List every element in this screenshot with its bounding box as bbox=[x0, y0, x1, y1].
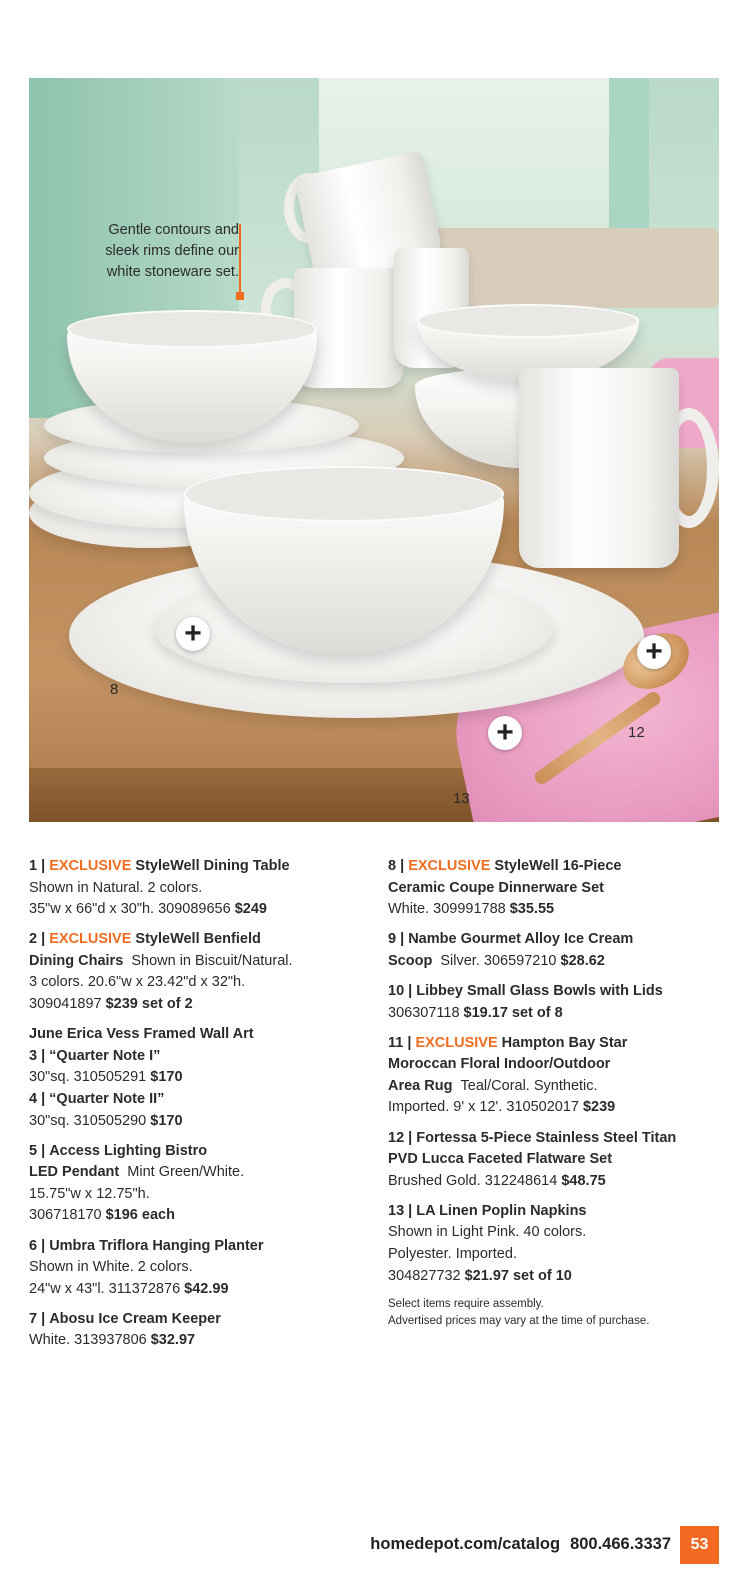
product-price: $249 bbox=[234, 901, 267, 918]
product-item-1 bbox=[29, 856, 369, 921]
product-price: $239 bbox=[582, 1099, 616, 1116]
item-number: 13 | bbox=[388, 1202, 413, 1219]
product-desc: Brushed Gold. bbox=[388, 1172, 481, 1189]
catalog-url-link[interactable]: homedepot.com/catalog bbox=[370, 1535, 561, 1553]
product-name: Fortessa 5-Piece Stainless Steel Titan bbox=[416, 1129, 677, 1146]
exclusive-badge: EXCLUSIVE bbox=[408, 858, 491, 874]
product-name-cont: Dining Chairs bbox=[29, 952, 124, 969]
product-price: $35.55 bbox=[509, 901, 555, 918]
product-price: $48.75 bbox=[561, 1172, 606, 1189]
product-dims: 30"sq. bbox=[29, 1069, 70, 1086]
callout-line bbox=[239, 224, 241, 292]
product-desc: Mint Green/White. bbox=[127, 1164, 245, 1181]
mug-front bbox=[519, 368, 679, 568]
product-dims: 3 colors. 20.6"w x 23.42"d x 32"h. bbox=[29, 974, 246, 991]
product-sku: 304827732 bbox=[388, 1267, 461, 1284]
product-sku: 310502017 bbox=[506, 1099, 579, 1116]
product-dims: 35"w x 66"d x 30"h. bbox=[29, 901, 155, 918]
product-desc: White. bbox=[29, 1332, 71, 1349]
photo-label-13: 13 bbox=[453, 790, 470, 807]
product-item-7 bbox=[29, 1309, 369, 1352]
product-sku: 309089656 bbox=[158, 901, 231, 918]
product-sku: 309041897 bbox=[29, 996, 102, 1013]
product-sku: 311372876 bbox=[108, 1280, 181, 1297]
hero-photo bbox=[29, 78, 719, 822]
product-desc: Shown in Light Pink. 40 colors. bbox=[388, 1224, 587, 1241]
product-sku: 312248614 bbox=[484, 1172, 558, 1189]
product-name: LA Linen Poplin Napkins bbox=[416, 1202, 587, 1219]
product-item-8 bbox=[388, 856, 718, 921]
product-name: StyleWell Benfield bbox=[135, 931, 261, 948]
product-item-13 bbox=[388, 1201, 718, 1287]
hotspot-napkin-plus-icon[interactable]: + bbox=[488, 716, 522, 750]
bowl-rim bbox=[67, 310, 317, 348]
product-sku: 309991788 bbox=[433, 901, 506, 918]
product-name: 3 | “Quarter Note I” bbox=[29, 1047, 161, 1064]
hotspot-dinnerware-plus-icon[interactable]: + bbox=[176, 617, 210, 651]
item-number: 8 | bbox=[388, 858, 405, 874]
product-item-3-4 bbox=[29, 1024, 369, 1132]
footer bbox=[370, 1535, 671, 1554]
product-sku: 306307118 bbox=[388, 1004, 460, 1021]
sofa bbox=[429, 228, 719, 308]
product-item-9 bbox=[388, 929, 718, 972]
product-price: $196 each bbox=[105, 1207, 175, 1224]
bowl-rim bbox=[417, 304, 639, 338]
product-price: $239 set of 2 bbox=[105, 996, 193, 1013]
product-sku: 306597210 bbox=[483, 952, 557, 969]
callout-dot bbox=[236, 292, 244, 300]
item-number: 6 | bbox=[29, 1237, 46, 1254]
product-price: $19.17 set of 8 bbox=[463, 1004, 563, 1021]
product-desc: Shown in Natural. 2 colors. bbox=[29, 879, 203, 896]
product-item-6 bbox=[29, 1236, 369, 1301]
item-number: 5 | bbox=[29, 1142, 46, 1159]
product-sku: 306718170 bbox=[29, 1207, 102, 1224]
product-name: StyleWell 16-Piece bbox=[494, 858, 622, 874]
item-number: 11 | bbox=[388, 1034, 412, 1051]
product-name-cont: Area Rug bbox=[388, 1077, 453, 1094]
product-dims: 30"sq. bbox=[29, 1112, 70, 1129]
product-name: Access Lighting Bistro bbox=[49, 1142, 208, 1159]
product-item-5 bbox=[29, 1141, 369, 1227]
product-sku: 310505290 bbox=[73, 1112, 147, 1129]
product-list-right bbox=[388, 856, 718, 1330]
exclusive-badge: EXCLUSIVE bbox=[49, 931, 132, 948]
product-desc: White. bbox=[388, 901, 430, 918]
product-name-cont: Ceramic Coupe Dinnerware Set bbox=[388, 879, 604, 896]
product-item-2 bbox=[29, 929, 369, 1015]
product-name-cont: Moroccan Floral Indoor/Outdoor bbox=[388, 1056, 611, 1073]
price-note: Advertised prices may vary at the time of purchase. bbox=[388, 1314, 650, 1327]
product-name: Abosu Ice Cream Keeper bbox=[49, 1310, 221, 1327]
product-dims: 24"w x 43"l. bbox=[29, 1280, 105, 1297]
product-price: $32.97 bbox=[150, 1332, 196, 1349]
hotspot-scoop-plus-icon[interactable]: + bbox=[637, 635, 671, 669]
product-group-heading: June Erica Vess Framed Wall Art bbox=[29, 1026, 254, 1043]
item-number: 10 | bbox=[388, 982, 413, 999]
item-number: 9 | bbox=[388, 931, 405, 948]
product-price: $170 bbox=[150, 1069, 183, 1086]
disclaimer bbox=[388, 1296, 718, 1330]
product-material: Polyester. Imported. bbox=[388, 1246, 517, 1262]
product-desc: Teal/Coral. Synthetic. bbox=[460, 1077, 598, 1094]
product-name: Libbey Small Glass Bowls with Lids bbox=[416, 982, 663, 999]
product-desc: Shown in Biscuit/Natural. bbox=[131, 952, 293, 969]
product-name-cont: Scoop bbox=[388, 952, 433, 969]
product-price: $21.97 set of 10 bbox=[464, 1267, 572, 1284]
product-name: Umbra Triflora Hanging Planter bbox=[49, 1237, 264, 1254]
product-desc: Silver. bbox=[440, 952, 480, 969]
product-name-cont: PVD Lucca Faceted Flatware Set bbox=[388, 1151, 613, 1168]
product-price: $170 bbox=[150, 1112, 183, 1129]
product-list-left bbox=[29, 856, 369, 1360]
product-price: $28.62 bbox=[560, 952, 605, 969]
product-dims: 15.75"w x 12.75"h. bbox=[29, 1185, 150, 1202]
product-desc: Shown in White. 2 colors. bbox=[29, 1259, 193, 1276]
product-item-11 bbox=[388, 1033, 718, 1119]
item-number: 7 | bbox=[29, 1310, 46, 1327]
product-sku: 310505291 bbox=[73, 1069, 147, 1086]
product-item-12 bbox=[388, 1128, 718, 1193]
product-price: $42.99 bbox=[184, 1280, 229, 1297]
item-number: 2 | bbox=[29, 931, 46, 948]
item-number: 1 | bbox=[29, 858, 46, 874]
product-dims: Imported. 9' x 12'. bbox=[388, 1099, 503, 1116]
phone-number[interactable]: 800.466.3337 bbox=[570, 1535, 671, 1553]
photo-callout: Gentle contours and sleek rims define our white stoneware set. bbox=[105, 222, 239, 280]
photo-label-8: 8 bbox=[110, 681, 119, 698]
product-name: 4 | “Quarter Note II” bbox=[29, 1090, 165, 1107]
page-number: 53 bbox=[680, 1526, 719, 1564]
exclusive-badge: EXCLUSIVE bbox=[415, 1034, 498, 1051]
item-number: 12 | bbox=[388, 1129, 413, 1146]
product-name-cont: LED Pendant bbox=[29, 1164, 120, 1181]
product-name: Nambe Gourmet Alloy Ice Cream bbox=[408, 931, 634, 948]
photo-label-12: 12 bbox=[628, 724, 645, 741]
product-name: StyleWell Dining Table bbox=[135, 858, 290, 874]
product-name: Hampton Bay Star bbox=[501, 1034, 628, 1051]
product-item-10 bbox=[388, 981, 718, 1024]
product-sku: 313937806 bbox=[74, 1332, 147, 1349]
bowl-rim bbox=[184, 466, 504, 522]
assembly-note: Select items require assembly. bbox=[388, 1297, 544, 1310]
exclusive-badge: EXCLUSIVE bbox=[49, 858, 132, 874]
